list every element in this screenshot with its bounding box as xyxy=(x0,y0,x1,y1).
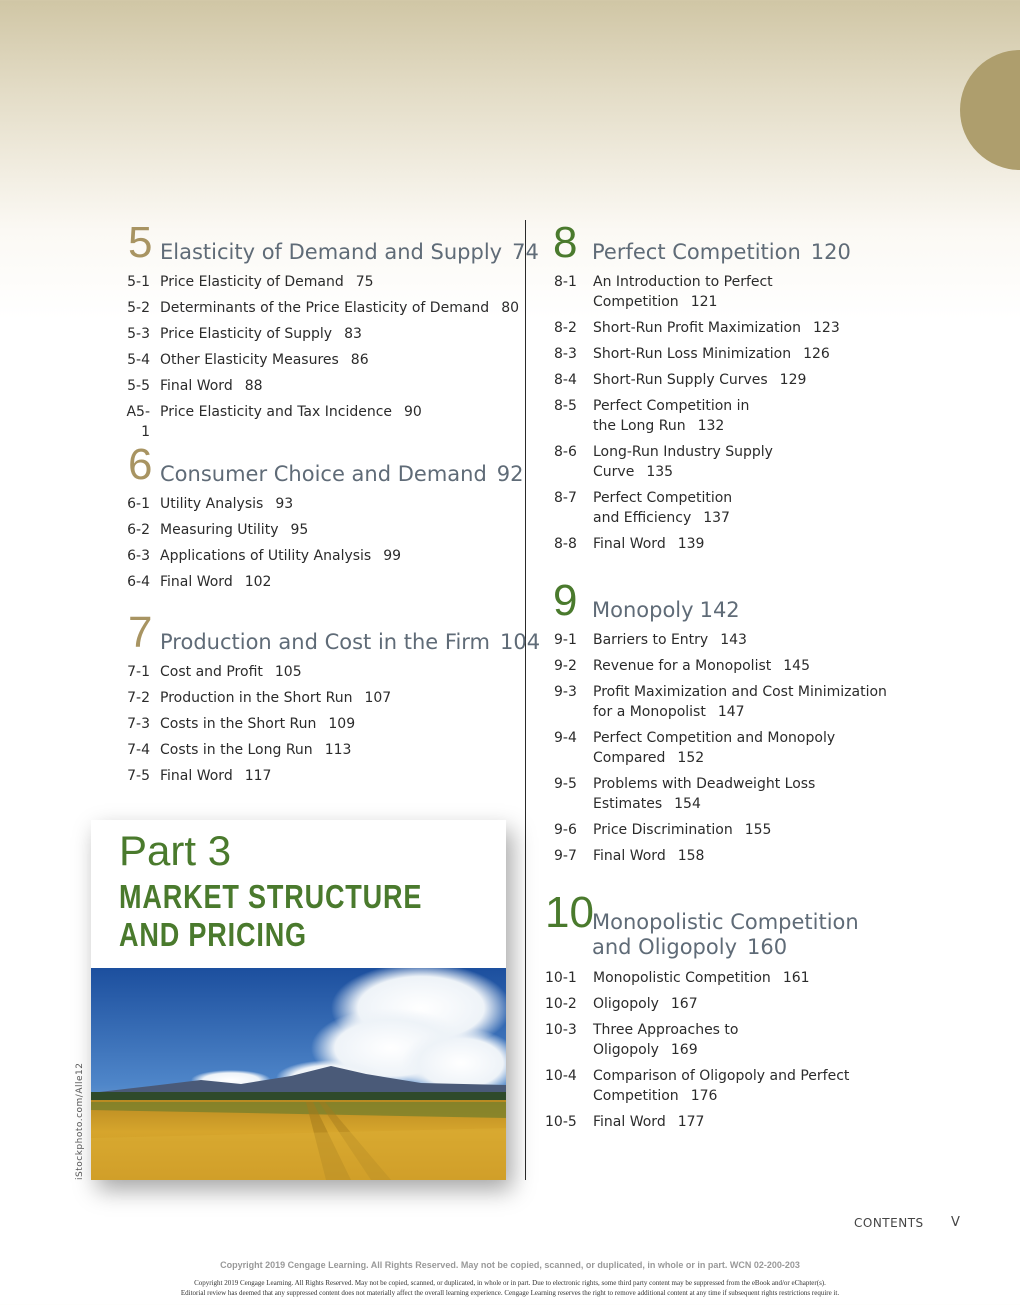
toc-entry[interactable]: 9-1 Barriers to Entry 143 xyxy=(554,632,747,648)
toc-entry[interactable]: 8-6 Long-Run Industry Supply Curve 135 xyxy=(554,444,773,480)
toc-entry[interactable]: 9-6 Price Discrimination 155 xyxy=(554,822,772,838)
toc-entry[interactable]: 9-7 Final Word 158 xyxy=(554,848,705,864)
chapter-title[interactable]: Perfect Competition 120 xyxy=(592,240,851,264)
corner-decoration xyxy=(960,50,1020,170)
toc-entry[interactable]: 9-2 Revenue for a Monopolist 145 xyxy=(554,658,810,674)
chapter-6 xyxy=(120,440,524,598)
chapter-title[interactable]: Elasticity of Demand and Supply 74 xyxy=(160,240,539,264)
toc-entry[interactable]: 8-2 Short-Run Profit Maximization 123 xyxy=(554,320,840,336)
toc-entry[interactable]: 5-3 Price Elasticity of Supply 83 xyxy=(127,326,362,342)
toc-entry[interactable]: 5-4 Other Elasticity Measures 86 xyxy=(127,352,369,368)
toc-entry[interactable]: A5-1 Price Elasticity and Tax Incidence 90 xyxy=(126,404,422,440)
section-list xyxy=(120,272,520,442)
toc-entry[interactable]: 5-2 Determinants of the Price Elasticity of Demand 80 xyxy=(127,300,520,316)
toc-entry[interactable]: 6-4 Final Word 102 xyxy=(127,574,272,590)
toc-entry[interactable]: 6-3 Applications of Utility Analysis 99 xyxy=(127,548,402,564)
chapter-number: 8 xyxy=(553,218,578,267)
chapter-8 xyxy=(545,218,985,560)
toc-entry[interactable]: 8-7 Perfect Competition and Efficiency 137 xyxy=(554,490,733,526)
section-list xyxy=(545,272,985,554)
toc-entry[interactable]: 9-3 Profit Maximization and Cost Minimization for a Monopolist 147 xyxy=(554,684,887,720)
part-name: MARKET STRUCTURE AND PRICING xyxy=(119,878,423,953)
toc-entry[interactable]: 10-4 Comparison of Oligopoly and Perfect Competition 176 xyxy=(545,1068,850,1104)
toc-entry[interactable]: 8-4 Short-Run Supply Curves 129 xyxy=(554,372,807,388)
toc-entry[interactable]: 6-2 Measuring Utility 95 xyxy=(127,522,309,538)
photo-credit: iStockphoto.com/Alle12 xyxy=(75,1062,85,1180)
toc-entry[interactable]: 5-1 Price Elasticity of Demand 75 xyxy=(127,274,374,290)
toc-entry[interactable]: 8-8 Final Word 139 xyxy=(554,536,705,552)
toc-entry[interactable]: 9-4 Perfect Competition and Monopoly Compared 152 xyxy=(554,730,836,766)
wheat-field-photo xyxy=(91,968,506,1180)
chapter-9 xyxy=(545,576,985,872)
chapter-title[interactable]: Monopolistic Competition and Oligopoly 160 xyxy=(592,910,859,959)
toc-entry[interactable]: 5-5 Final Word 88 xyxy=(127,378,263,394)
toc-entry[interactable]: 10-5 Final Word 177 xyxy=(545,1114,705,1130)
copyright-notice: Copyright 2019 Cengage Learning. All Rights Reserved. May not be copied, scanned, or duplicated, in whole or in part. WCN 02-200-203 xyxy=(220,1260,800,1270)
chapter-number: 5 xyxy=(128,218,153,267)
footer-section-label: CONTENTS xyxy=(854,1216,924,1230)
chapter-title[interactable]: Monopoly 142 xyxy=(592,598,740,622)
toc-entry[interactable]: 7-3 Costs in the Short Run 109 xyxy=(127,716,356,732)
chapter-number: 6 xyxy=(128,440,153,489)
chapter-title[interactable]: Production and Cost in the Firm 104 xyxy=(160,630,541,654)
chapter-5 xyxy=(120,218,539,448)
toc-entry[interactable]: 8-3 Short-Run Loss Minimization 126 xyxy=(554,346,830,362)
section-list xyxy=(120,494,520,592)
toc-entry[interactable]: 7-4 Costs in the Long Run 113 xyxy=(127,742,352,758)
toc-entry[interactable]: 10-1 Monopolistic Competition 161 xyxy=(545,970,810,986)
column-divider xyxy=(525,220,526,1180)
chapter-number: 10 xyxy=(545,888,594,937)
footer-page-number: V xyxy=(951,1215,960,1230)
toc-entry[interactable]: 7-5 Final Word 117 xyxy=(127,768,272,784)
section-list xyxy=(545,968,985,1132)
toc-entry[interactable]: 8-1 An Introduction to Perfect Competition 121 xyxy=(554,274,773,310)
copyright-fine-print: Copyright 2019 Cengage Learning. All Rights Reserved. May not be copied, scanned, or duplicated, in whole or in part. Due to electronic rights, some third party content may be suppressed from the eBook and/or eChapter(s). Editorial review has deemed that any suppressed content does not materially affect the overall learning experience. Cengage Learning reserves the right to remove additional content at any time if subsequent rights restrictions require it. xyxy=(180,1279,840,1297)
toc-entry[interactable]: 7-1 Cost and Profit 105 xyxy=(127,664,302,680)
toc-entry[interactable]: 6-1 Utility Analysis 93 xyxy=(127,496,294,512)
section-list xyxy=(545,630,985,866)
part-label: Part 3 xyxy=(119,827,232,874)
chapter-title[interactable]: Consumer Choice and Demand 92 xyxy=(160,462,524,486)
section-list xyxy=(120,662,520,786)
chapter-7 xyxy=(120,608,541,792)
toc-entry[interactable]: 9-5 Problems with Deadweight Loss Estimates 154 xyxy=(554,776,816,812)
part-3-card xyxy=(91,820,506,1180)
toc-entry[interactable]: 10-2 Oligopoly 167 xyxy=(545,996,698,1012)
toc-entry[interactable]: 10-3 Three Approaches to Oligopoly 169 xyxy=(545,1022,739,1058)
toc-entry[interactable]: 8-5 Perfect Competition in the Long Run 132 xyxy=(554,398,750,434)
chapter-number: 7 xyxy=(128,608,153,657)
chapter-10 xyxy=(545,888,985,1138)
toc-entry[interactable]: 7-2 Production in the Short Run 107 xyxy=(127,690,392,706)
chapter-number: 9 xyxy=(553,576,578,625)
